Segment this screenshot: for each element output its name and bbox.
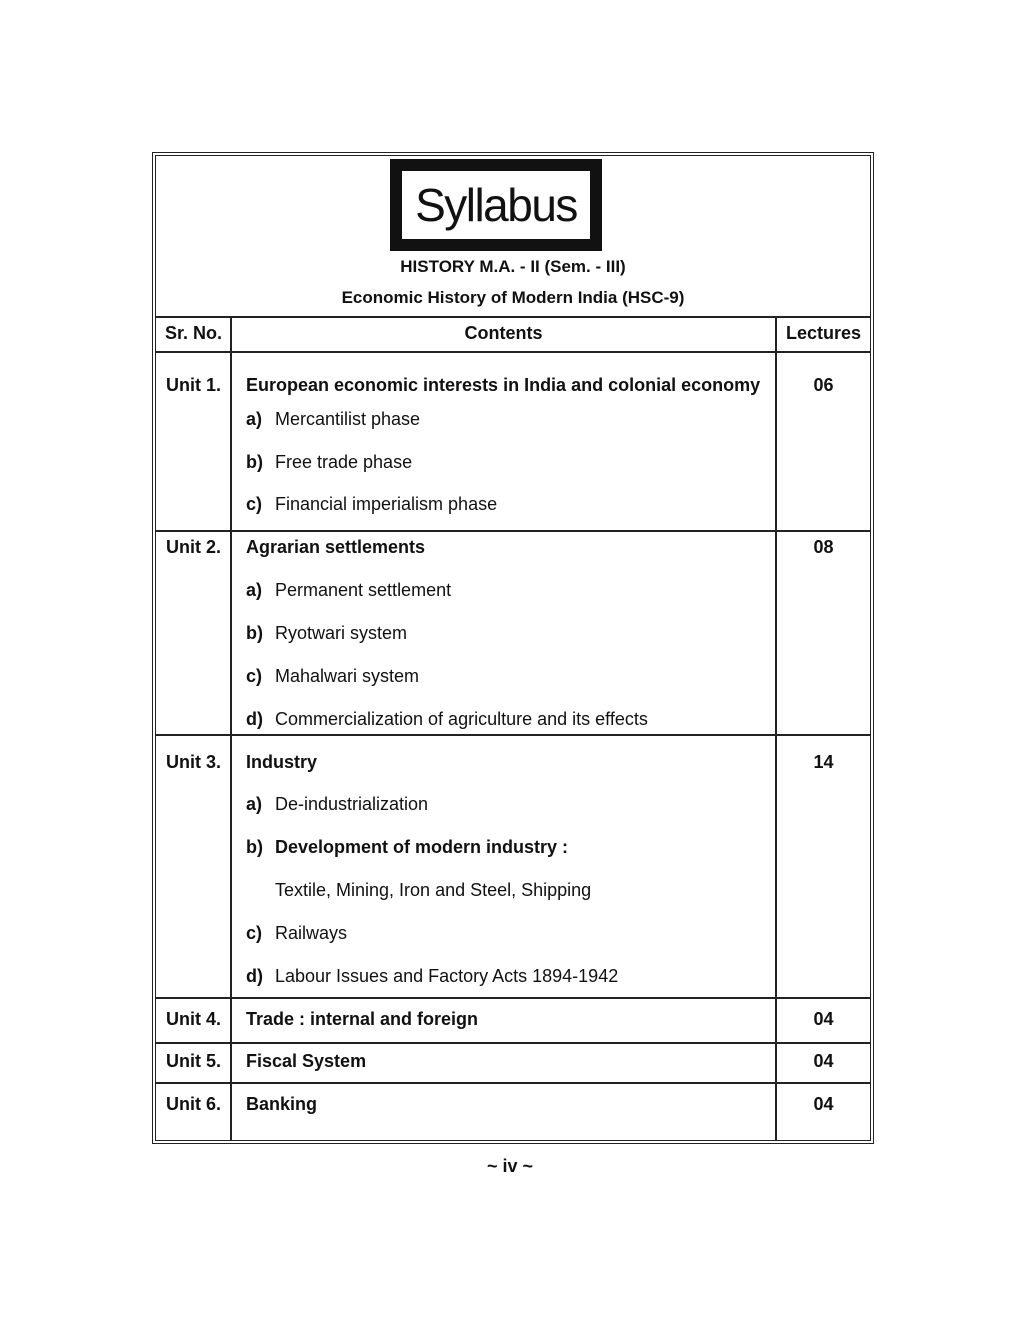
page-number: ~ iv ~ — [486, 1156, 534, 1176]
unit-topic: Fiscal System — [246, 1051, 367, 1071]
unit-number: Unit 5. — [166, 1051, 222, 1071]
syllabus-header — [156, 156, 870, 318]
syllabus-frame — [152, 152, 874, 1144]
list-item: d) Labour Issues and Factory Acts 1894-1942 — [246, 966, 619, 986]
unit-lectures: 04 — [813, 1094, 834, 1114]
unit-topic: Banking — [246, 1094, 318, 1114]
column-header-lectures: Lectures — [776, 316, 871, 353]
unit-lectures: 08 — [813, 537, 834, 557]
row-divider — [156, 734, 870, 736]
unit-number: Unit 2. — [166, 537, 222, 557]
unit-lectures: 04 — [813, 1051, 834, 1071]
list-item: d) Commercialization of agriculture and its effects — [246, 709, 648, 729]
list-item: b) Development of modern industry : — [246, 837, 569, 857]
page-title: Syllabus — [415, 179, 577, 231]
list-item: a) De-industrialization — [246, 794, 429, 814]
list-item: a) Permanent settlement — [246, 580, 452, 600]
unit-topic: Trade : internal and foreign — [246, 1009, 479, 1029]
column-header-sr-no: Sr. No. — [156, 316, 231, 353]
list-item: b) Free trade phase — [246, 452, 413, 472]
unit-number: Unit 3. — [166, 752, 222, 772]
column-header-contents: Contents — [231, 316, 776, 353]
list-item: c) Financial imperialism phase — [246, 494, 498, 514]
paper-title: Economic History of Modern India (HSC-9) — [341, 288, 685, 307]
unit-number: Unit 1. — [166, 375, 222, 395]
unit-number: Unit 6. — [166, 1094, 222, 1114]
unit-topic: Agrarian settlements — [246, 537, 426, 557]
list-item: b) Ryotwari system — [246, 623, 408, 643]
unit-topic: European economic interests in India and colonial economy — [246, 375, 761, 395]
course-title: HISTORY M.A. - II (Sem. - III) — [400, 257, 626, 276]
unit-topic: Industry — [246, 752, 318, 772]
unit-number: Unit 4. — [166, 1009, 222, 1029]
row-divider — [156, 1082, 870, 1084]
row-divider — [156, 1042, 870, 1044]
syllabus-table — [155, 155, 871, 1141]
list-item: c) Railways — [246, 923, 348, 943]
title-box — [390, 159, 602, 251]
unit-lectures: 14 — [813, 752, 834, 772]
row-divider — [156, 530, 870, 532]
column-divider — [230, 316, 232, 1140]
row-divider — [156, 997, 870, 999]
list-item: a) Mercantilist phase — [246, 409, 421, 429]
unit-lectures: 06 — [813, 375, 834, 395]
list-item: c) Mahalwari system — [246, 666, 420, 686]
list-item: Textile, Mining, Iron and Steel, Shipping — [275, 880, 592, 900]
unit-lectures: 04 — [813, 1009, 834, 1029]
